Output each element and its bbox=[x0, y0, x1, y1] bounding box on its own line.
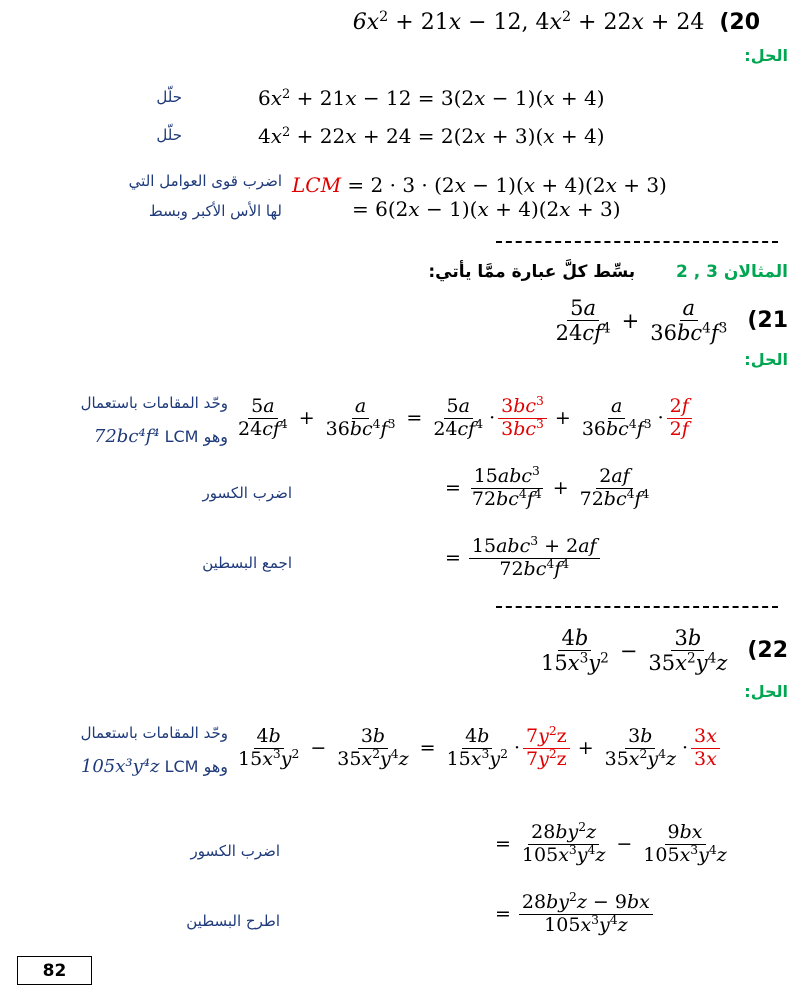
lcm-value: 72bc⁴f⁴ bbox=[93, 426, 160, 447]
subtract-label: اطرح البسطين bbox=[186, 912, 280, 930]
solution-label: الحل: bbox=[744, 682, 788, 701]
step-label: حلّل bbox=[156, 126, 182, 144]
lcm-label-line1: اضرب قوى العوامل التي bbox=[128, 172, 282, 190]
problem-number: (22 bbox=[747, 638, 788, 664]
examples-header bbox=[428, 262, 788, 282]
problem21-step1: $\frac{5a}{24cf^4}$ + $\frac{a}{36bc^4f^3}$ = $\frac{5a}{24cf^4}$ · $\frac{3bc^3}{3bc^3}$ + $\frac{a}{36bc^4f^3}$ · $\frac{2f}{2f}$ bbox=[232, 396, 695, 441]
page-number: 82 bbox=[42, 960, 67, 981]
problem21-step2: = $\frac{15abc^3}{72bc^4f^4}$ + $\frac{2af}{72bc^4f^4}$ bbox=[445, 464, 650, 510]
problem-number: (21 bbox=[747, 308, 788, 334]
factor-expression-2: $4x^2 + 22x + 24 = 2(2x + 3)(x + 4)$ bbox=[258, 124, 605, 148]
lcm-suffix-label: وهو LCM bbox=[164, 427, 228, 446]
examples-label: المثالان 3 , 2 bbox=[675, 262, 788, 282]
problem22-statement: $\frac{4b}{15x^3y^2}$ − $\frac{3b}{35x^2y^4z}$ (22 bbox=[540, 626, 788, 676]
divider bbox=[496, 241, 778, 243]
lcm-expression-2: = 6(2x − 1)(x + 4)(2x + 3) bbox=[352, 197, 621, 221]
solution-label: الحل: bbox=[744, 350, 788, 369]
unify-label: وحّد المقامات باستعمال bbox=[80, 394, 228, 412]
add-label: اجمع البسطين bbox=[202, 554, 292, 572]
problem21-step3: = $\frac{15abc^3 + 2af}{72bc^4f^4}$ bbox=[440, 536, 603, 581]
lcm-value-label bbox=[81, 756, 228, 777]
problem21-statement: $\frac{5a}{24cf^4}$ + $\frac{a}{36bc^4f^3}$ (21 bbox=[555, 296, 788, 346]
lcm-word: LCM bbox=[292, 173, 342, 197]
solution-label: الحل: bbox=[744, 46, 788, 65]
problem22-step3: = $\frac{28by^2z - 9bx}{105x^3y^4z}$ bbox=[490, 892, 656, 937]
divider bbox=[496, 606, 778, 608]
lcm-expression-1: LCM = 2 · 3 · (2x − 1)(x + 4)(2x + 3) bbox=[292, 173, 667, 197]
instruction-text: بسِّط كلَّ عبارة ممَّا يأتي: bbox=[428, 262, 636, 282]
lcm-suffix-label: وهو LCM bbox=[164, 757, 228, 776]
multiply-label: اضرب الكسور bbox=[202, 484, 292, 502]
page-number-box bbox=[17, 956, 92, 985]
problem22-step1: $\frac{4b}{15x^3y^2}$ − $\frac{3b}{35x^2y^4z}$ = $\frac{4b}{15x^3y^2}$ · $\frac{7y^2z}{7y^2z}$ + $\frac{3b}{35x^2y^4z}$ · $\frac{3x}{3x}$ bbox=[232, 726, 723, 771]
problem20-statement: $6x^2 + 21x - 12$, $4x^2 + 22x + 24$ (20 bbox=[352, 9, 760, 35]
lcm-label-line2: لها الأس الأكبر وبسط bbox=[148, 202, 282, 220]
unify-label: وحّد المقامات باستعمال bbox=[80, 724, 228, 742]
problem22-step2: = $\frac{28by^2z}{105x^3y^4z}$ − $\frac{9bx}{105x^3y^4z}$ bbox=[495, 820, 727, 866]
factor-expression-1: $6x^2 + 21x - 12 = 3(2x - 1)(x + 4)$ bbox=[258, 86, 605, 110]
lcm-value: 105x³y⁴z bbox=[80, 756, 160, 777]
problem-number: (20 bbox=[719, 10, 760, 35]
multiply-label: اضرب الكسور bbox=[190, 842, 280, 860]
lcm-value-label bbox=[94, 426, 228, 447]
step-label: حلّل bbox=[156, 88, 182, 106]
